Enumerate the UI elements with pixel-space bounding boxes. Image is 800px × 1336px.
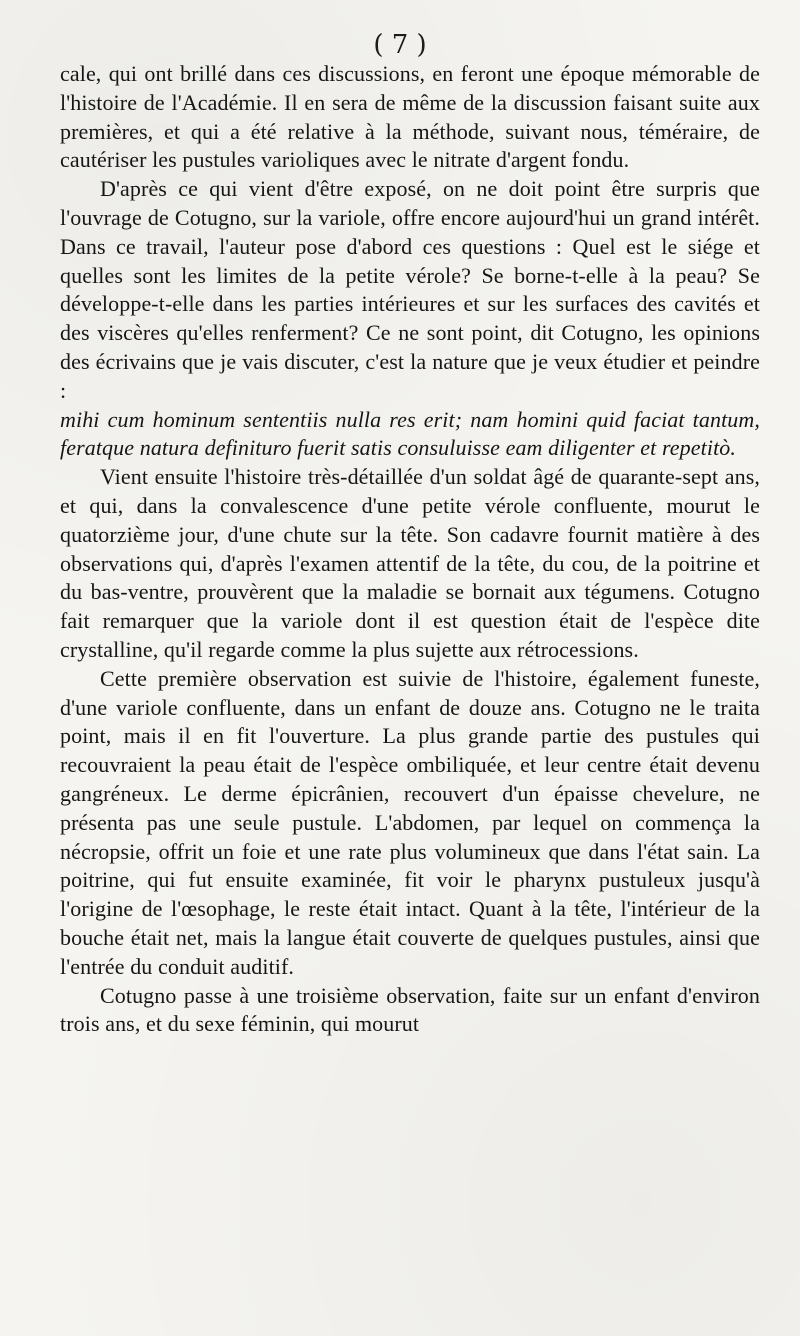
paragraph-5: Cotugno passe à une troisième observation, faite sur un enfant d'environ trois ans, et du sexe féminin, qui mourut bbox=[60, 982, 760, 1037]
paragraph-2: D'après ce qui vient d'être exposé, on ne doit point être surpris que l'ouvrage de Cotugno, sur la variole, offre encore aujourd'hui un grand intérêt. Dans ce travail, l'auteur pose d'abord ces questions : Quel est le siége et quelles sont les limites de la petite vérole? Se borne-t-elle à la peau? Se développe-t-elle dans les parties intérieures et sur les surfaces des cavités et des viscères qu'elles renferment? Ce ne sont point, dit Cotugno, les opinions des écrivains que je vais discuter, c'est la nature que je veux étudier et peindre : bbox=[60, 176, 760, 403]
page-number: ( 7 ) bbox=[373, 30, 427, 60]
paragraph-4: Cette première observation est suivie de l'histoire, également funeste, d'une variole confluente, dans un enfant de douze ans. Cotugno ne le traita point, mais il en fit l'ouverture. La plus grande partie des pustules qui recouvraient la peau était de l'espèce ombiliquée, et leur centre était devenu gangréneux. Le derme épicrânien, recouvert d'un épaisse chevelure, ne présenta pas une seule pustule. L'abdomen, par lequel on commença la nécropsie, offrit un foie et une rate plus volumineux que dans l'état sain. La poitrine, qui fut ensuite examinée, fit voir le pharynx pustuleux jusqu'à l'origine de l'œsophage, le reste était intact. Quant à la tête, l'intérieur de la bouche était net, mais la langue était couverte de quelques pustules, ainsi que l'entrée du conduit auditif. bbox=[60, 665, 760, 979]
paragraph-1: cale, qui ont brillé dans ces discussions, en feront une époque mémorable de l'histoire de l'Académie. Il en sera de même de la discussion faisant suite aux premières, et qui a été relative à la méthode, suivant nous, téméraire, de cautériser les pustules varioliques avec le nitrate d'argent fondu. bbox=[60, 61, 760, 173]
body-text bbox=[60, 60, 760, 1039]
latin-quotation: mihi cum hominum sententiis nulla res erit; nam homini quid faciat tantum, feratque natura definituro fuerit satis consuluisse eam diligenter et repetitò. bbox=[60, 406, 760, 461]
paragraph-3: Vient ensuite l'histoire très-détaillée d'un soldat âgé de quarante-sept ans, et qui, dans la convalescence d'une petite vérole confluente, mourut le quatorzième jour, d'une chute sur la tête. Son cadavre fournit matière à des observations qui, d'après l'examen attentif de la tête, du cou, de la poitrine et du bas-ventre, prouvèrent que la maladie se bornait aux tégumens. Cotugno fait remarquer que la variole dont il est question était de l'espèce dite crystalline, qu'il regarde comme la plus sujette aux rétrocessions. bbox=[60, 464, 760, 662]
